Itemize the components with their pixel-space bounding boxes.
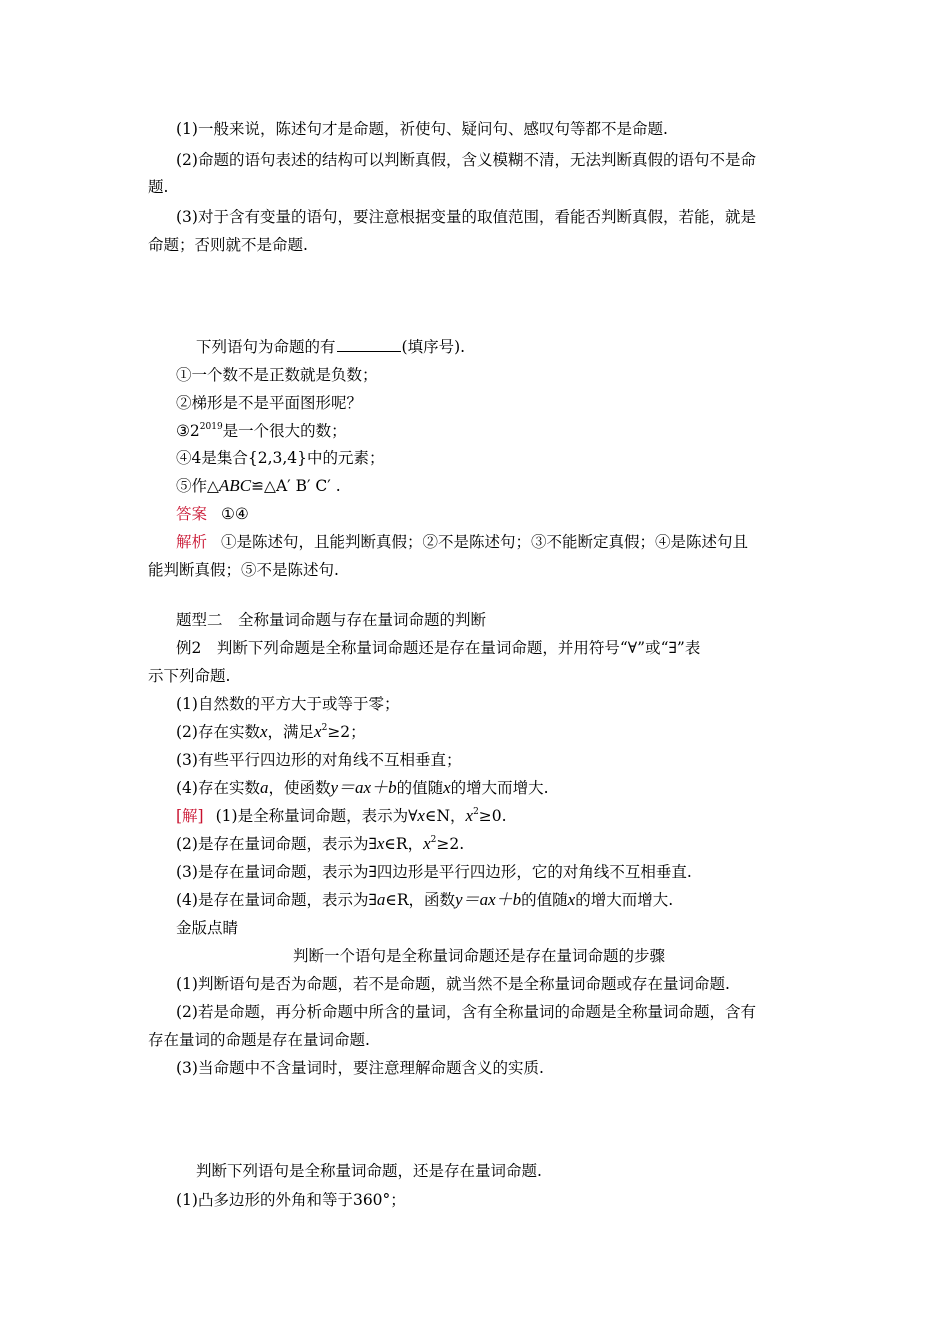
solution-text: ∈R， (384, 835, 424, 853)
math-variable: x (443, 778, 451, 797)
list-item (176, 721, 366, 743)
example-text: 例2 判断下列命题是全称量词命题还是存在量词命题，并用符号“∀”或“∃”表 (176, 639, 701, 657)
item-text: ≥2； (327, 723, 366, 741)
math-variable: x (259, 722, 268, 741)
item-text: (2)存在实数 (176, 723, 260, 741)
exponent: 2019 (199, 422, 223, 432)
answer-blank (337, 336, 401, 352)
exponent: 2 (430, 835, 437, 845)
solution-text: (4)是存在量词命题，表示为∃ (176, 891, 377, 909)
tip-item: (1)判断语句是否为命题，若不是命题，就当然不是全称量词命题或存在量词命题. (176, 975, 730, 993)
list-item: ②梯形是不是平面图形呢？ (176, 394, 363, 412)
exercise-question (196, 336, 465, 358)
exponent: 2 (473, 807, 479, 817)
tip-label: 金版点睛 (176, 919, 239, 937)
solution-line (176, 805, 507, 827)
math-variable: x (314, 722, 322, 741)
paragraph: (3)对于含有变量的语句，要注意根据变量的取值范围，看能否判断真假，若能，就是 (176, 208, 756, 226)
math-variable: a (376, 890, 386, 909)
list-item: ①一个数不是正数就是负数； (176, 366, 378, 384)
math-variable: a (259, 778, 269, 797)
solution-text: (2)是存在量词命题，表示为∃ (176, 835, 377, 853)
answer-value: ①④ (221, 505, 249, 523)
solution-text: 的增大而增大. (575, 891, 674, 909)
item-text: ，满足 (267, 723, 315, 741)
math-variable: x (567, 890, 576, 909)
paragraph: 题. (148, 178, 169, 196)
question-text: 下列语句为命题的有 (196, 338, 336, 356)
tip-item: (2)若是命题，再分析命题中所含的量词，含有全称量词的命题是全称量词命题，含有 (176, 1003, 756, 1021)
list-item: (1)凸多边形的外角和等于360°； (176, 1191, 406, 1209)
example-text: 示下列命题. (148, 667, 231, 685)
item-text: ≌△A′ B′ C′ . (251, 477, 341, 495)
analysis-text: ①是陈述句，且能判断真假；②不是陈述句；③不能断定真假；④是陈述句且 (221, 533, 749, 551)
list-item (176, 475, 341, 497)
math-variable: x (465, 806, 474, 825)
solution-line (176, 889, 673, 911)
solution-text: ≥0. (478, 807, 507, 825)
math-variable: ABC (218, 476, 252, 495)
list-item (176, 777, 549, 799)
tip-title: 判断一个语句是全称量词命题还是存在量词命题的步骤 (292, 947, 665, 965)
item-text: (4)存在实数 (176, 779, 260, 797)
paragraph: (2)命题的语句表述的结构可以判断真假，含义模糊不清，无法判断真假的语句不是命 (176, 151, 756, 169)
math-expression: y＝ax＋b (455, 890, 522, 909)
item-text: ⑤作△ (176, 477, 219, 495)
paragraph: 命题；否则就不是命题. (148, 236, 308, 254)
math-variable: x (417, 806, 425, 825)
answer-line (176, 503, 249, 525)
exercise-question: 判断下列语句是全称量词命题，还是存在量词命题. (196, 1162, 542, 1180)
list-item: (3)有些平行四边形的对角线不互相垂直； (176, 751, 462, 769)
item-text: ，使函数 (268, 779, 331, 797)
solution-text: ∈N， (424, 807, 466, 825)
item-text: 的值随 (396, 779, 444, 797)
list-item: ④4是集合{2,3,4}中的元素； (176, 449, 385, 467)
solution-text: ≥2. (436, 835, 465, 853)
solution-line (176, 833, 464, 855)
list-item (176, 420, 347, 442)
solution-text: ∈R，函数 (385, 891, 456, 909)
item-text: ③2 (176, 422, 200, 440)
tip-item: (3)当命题中不含量词时，要注意理解命题含义的实质. (176, 1059, 544, 1077)
section-heading: 题型二 全称量词命题与存在量词命题的判断 (176, 611, 487, 629)
answer-label: 答案 (176, 505, 208, 523)
solution-label: [解] (176, 807, 204, 825)
analysis-text: 能判断真假；⑤不是陈述句. (148, 561, 339, 579)
exponent: 2 (321, 723, 328, 733)
question-text: (填序号). (401, 338, 466, 356)
item-text: 的增大而增大. (450, 779, 549, 797)
solution-text: (1)是全称量词命题，表示为∀ (215, 807, 418, 825)
math-variable: x (376, 834, 385, 853)
math-variable: x (423, 834, 431, 853)
analysis-line (176, 531, 748, 553)
solution-line: (3)是存在量词命题，表示为∃四边形是平行四边形，它的对角线不互相垂直. (176, 863, 692, 881)
analysis-label: 解析 (176, 533, 208, 551)
item-text: 是一个很大的数； (222, 422, 347, 440)
paragraph: (1)一般来说，陈述句才是命题，祈使句、疑问句、感叹句等都不是命题. (176, 120, 668, 138)
math-expression: y＝ax＋b (330, 778, 397, 797)
list-item: (1)自然数的平方大于或等于零； (176, 695, 400, 713)
solution-text: 的值随 (521, 891, 568, 909)
tip-item: 存在量词的命题是存在量词命题. (148, 1031, 370, 1049)
